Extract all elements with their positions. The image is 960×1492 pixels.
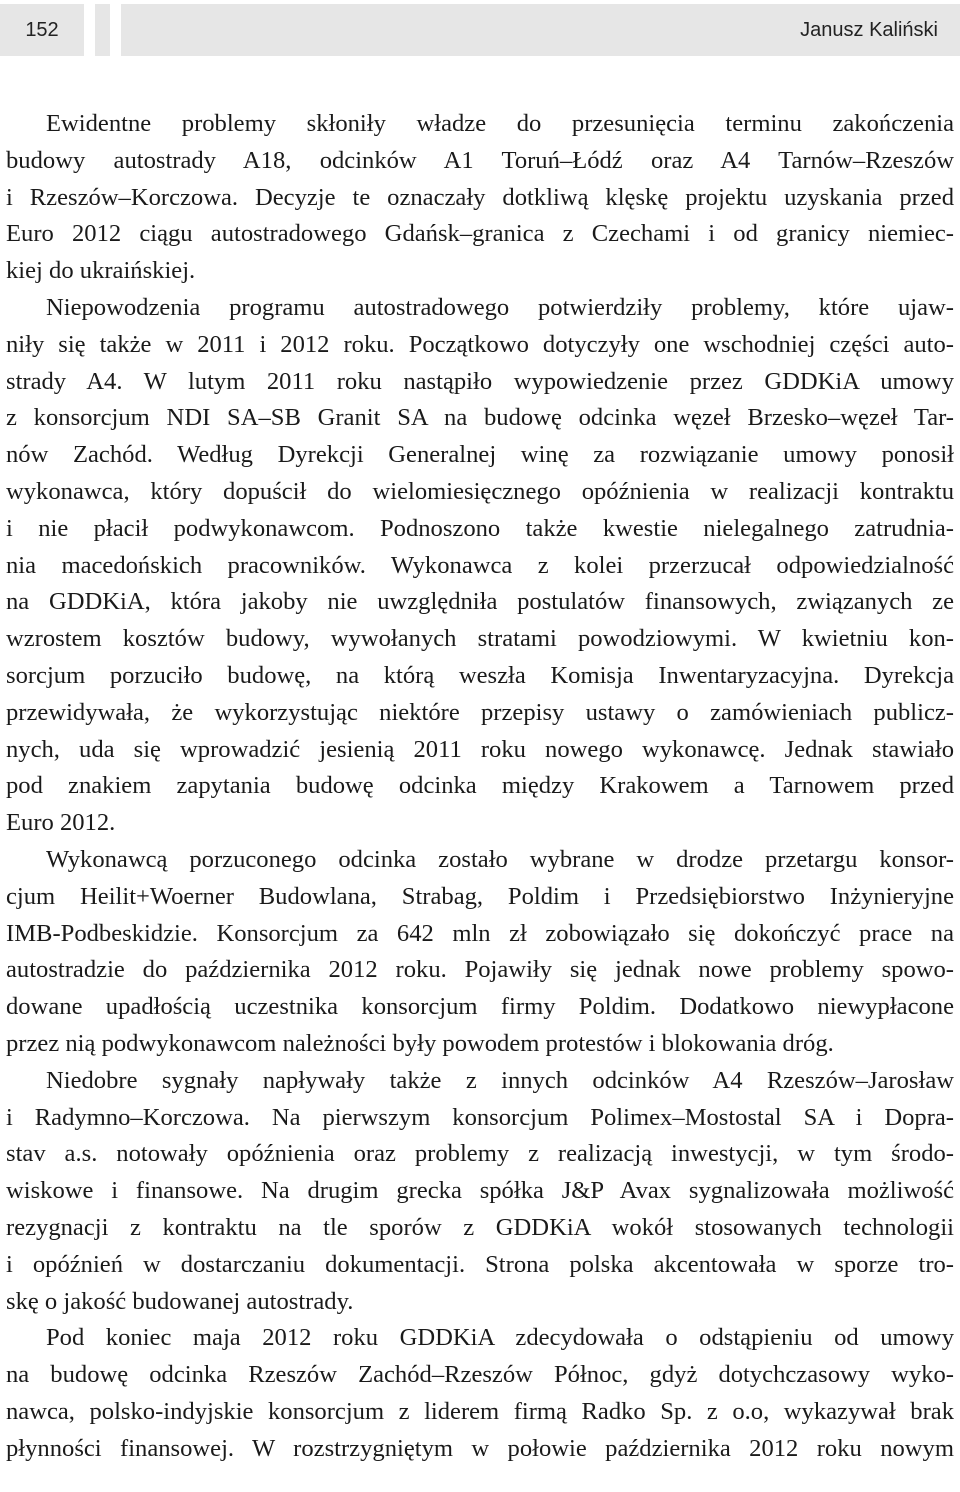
text-line: przewidywała, że wykorzystując niektóre przepisy ustawy o zamówieniach publicz- [6,698,954,726]
text-line: pod znakiem zapytania budowę odcinka między Krakowem a Tarnowem przed [6,772,954,800]
text-line: na GDDKiA, która jakoby nie uwzględniła postulatów finansowych, związanych ze [6,588,954,616]
page-number: 152 [0,4,84,56]
text-line: przez nią podwykonawcom należności były powodem protestów i blokowania dróg. [6,1029,834,1057]
text-line: i nie płacił podwykonawcom. Podnoszono także kwestie nielegalnego zatrudnia- [6,514,954,542]
text-line: cjum Heilit+Woerner Budowlana, Strabag, Poldim i Przedsiębiorstwo Inżynieryjne [6,882,954,910]
text-line: wiskowe i finansowe. Na drugim grecka spółka J&P Avax sygnalizowała możliwość [6,1177,954,1205]
body-text [6,106,954,1467]
text-line: nia macedońskich pracowników. Wykonawca z kolei przerzucał odpowiedzialność [6,551,954,579]
text-line: niły się także w 2011 i 2012 roku. Początkowo dotyczyły one wschodniej części auto- [6,330,954,358]
text-line: i opóźnień w dostarczaniu dokumentacji. Strona polska akcentowała w sporze tro- [6,1250,954,1278]
header-divider-block [95,4,110,56]
text-line: stav a.s. notowały opóźnienia oraz problemy z realizacją inwestycji, w tym środo- [6,1140,954,1168]
text-line: nych, uda się wprowadzić jesienią 2011 roku nowego wykonawcę. Jednak stawiało [6,735,954,763]
text-line: płynności finansowej. W rozstrzygniętym w połowie października 2012 roku nowym [6,1434,954,1462]
text-line: Euro 2012 ciągu autostradowego Gdańsk–granica z Czechami i od granicy niemiec- [6,220,954,248]
text-line: Wykonawcą porzuconego odcinka zostało wybrane w drodze przetargu konsor- [46,845,954,873]
text-line: i Rzeszów–Korczowa. Decyzje te oznaczały dotkliwą klęskę projektu uzyskania przed [6,183,954,211]
text-line: Euro 2012. [6,809,116,837]
text-line: na budowę odcinka Rzeszów Zachód–Rzeszów Północ, gdyż dotychczasowy wyko- [6,1361,954,1389]
running-header [0,4,960,56]
text-line: wykonawca, który dopuścił do wielomiesięcznego opóźnienia w realizacji kontraktu [6,477,954,505]
text-line: autostradzie do października 2012 roku. Pojawiły się jednak nowe problemy spowo- [6,956,954,984]
text-line: strady A4. W lutym 2011 roku nastąpiło wypowiedzenie przez GDDKiA umowy [6,367,954,395]
text-line: rezygnacji z kontraktu na tle sporów z GDDKiA wokół stosowanych technologii [6,1213,954,1241]
text-line: Niedobre sygnały napływały także z innych odcinków A4 Rzeszów–Jarosław [46,1066,954,1094]
text-line: Niepowodzenia programu autostradowego potwierdziły problemy, które ujaw- [46,293,954,321]
text-line: nawca, polsko-indyjskie konsorcjum z liderem firmą Radko Sp. z o.o, wykazywał brak [6,1397,954,1425]
text-line: nów Zachód. Według Dyrekcji Generalnej winę za rozwiązanie umowy ponosił [6,441,954,469]
text-line: budowy autostrady A18, odcinków A1 Toruń–Łódź oraz A4 Tarnów–Rzeszów [6,146,954,174]
text-line: skę o jakość budowanej autostrady. [6,1287,354,1315]
text-line: wzrostem kosztów budowy, wywołanych stratami powodziowymi. W kwietniu kon- [6,625,954,653]
text-line: i Radymno–Korczowa. Na pierwszym konsorcjum Polimex–Mostostal SA i Dopra- [6,1103,954,1131]
text-line: dowane upadłością uczestnika konsorcjum firmy Poldim. Dodatkowo niewypłacone [6,993,954,1021]
text-line: sorcjum porzuciło budowę, na którą weszła Komisja Inwentaryzacyjna. Dyrekcja [6,661,954,689]
text-line: IMB-Podbeskidzie. Konsorcjum za 642 mln zł zobowiązało się dokończyć prace na [6,919,954,947]
text-line: Ewidentne problemy skłoniły władze do przesunięcia terminu zakończenia [46,110,954,137]
text-line: z konsorcjum NDI SA–SB Granit SA na budowę odcinka węzeł Brzesko–węzeł Tar- [6,404,954,432]
text-line: kiej do ukraińskiej. [6,257,196,285]
text-line: Pod koniec maja 2012 roku GDDKiA zdecydowała o odstąpieniu od umowy [46,1324,954,1352]
running-header-author: Janusz Kaliński [121,4,960,56]
